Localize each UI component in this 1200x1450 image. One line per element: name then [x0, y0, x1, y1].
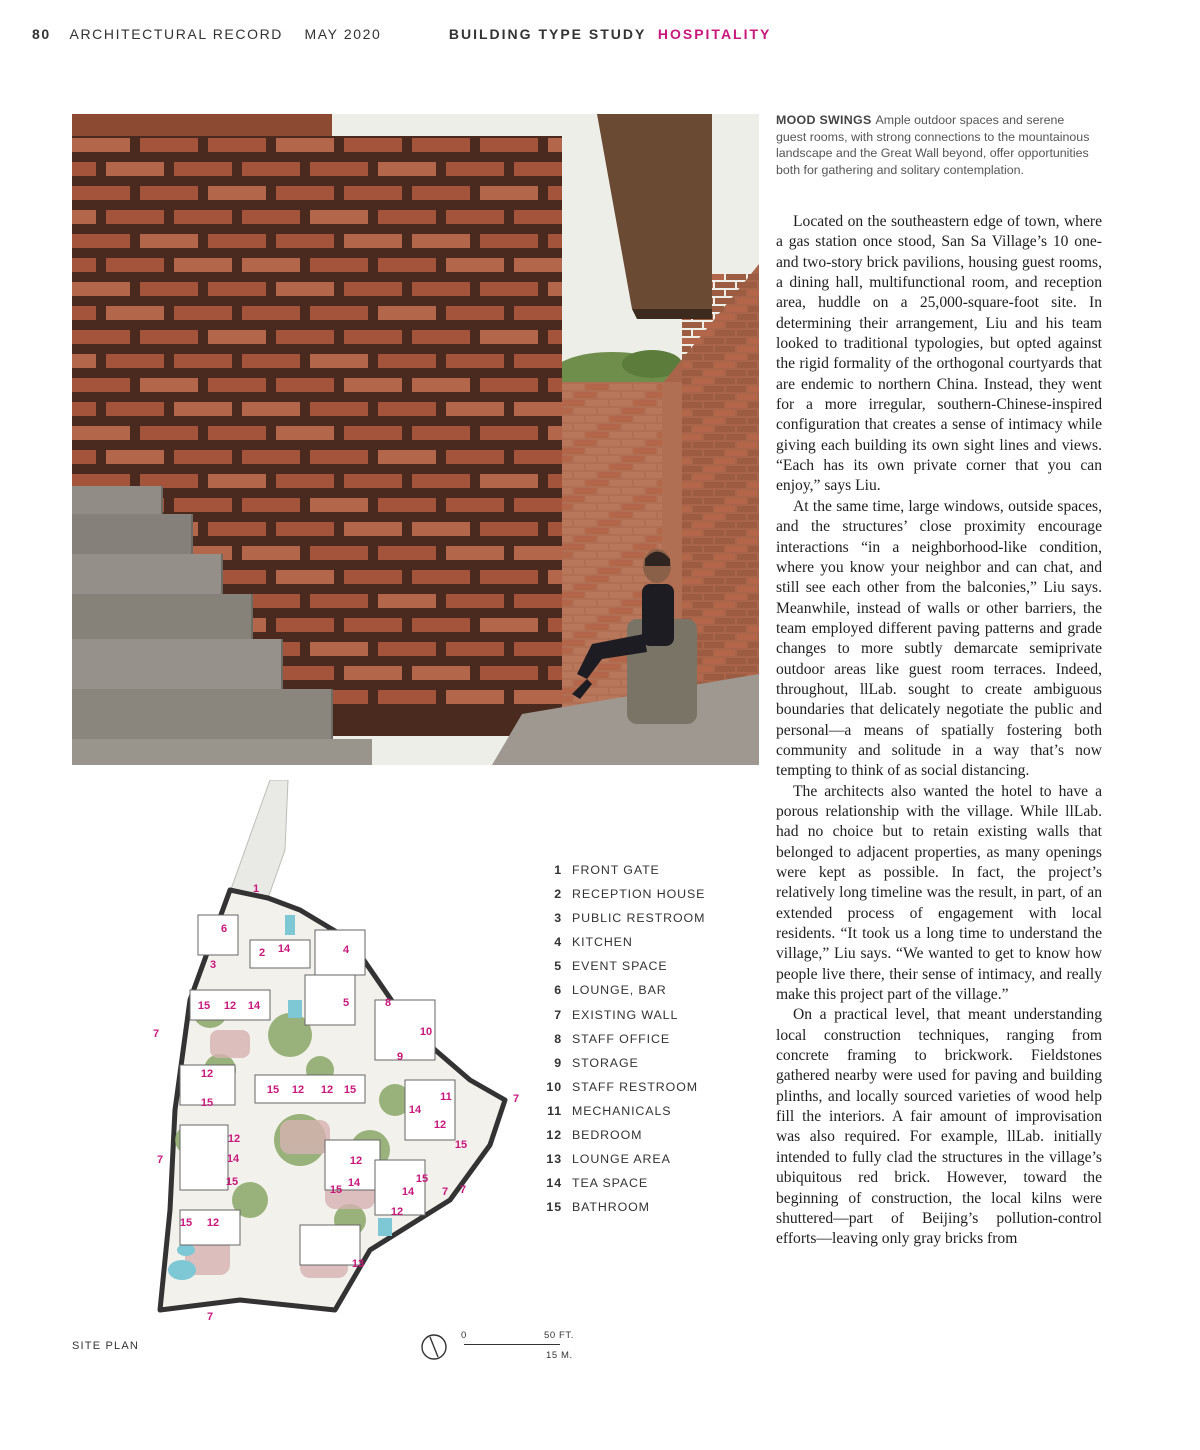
plan-callout: 14 — [347, 1177, 361, 1189]
plan-callout: 12 — [200, 1068, 214, 1080]
plan-callout: 14 — [408, 1104, 422, 1116]
legend-label: LOUNGE AREA — [572, 1152, 671, 1167]
plan-callout: 3 — [209, 959, 217, 971]
issue-date: MAY 2020 — [304, 26, 382, 42]
legend-number: 12 — [546, 1128, 562, 1143]
plan-callout: 14 — [401, 1186, 415, 1198]
legend-number: 11 — [547, 1103, 562, 1118]
legend-number: 2 — [554, 887, 562, 902]
scale-meters: 15 M. — [546, 1350, 573, 1361]
legend-number: 14 — [546, 1176, 562, 1191]
plan-callout: 15 — [200, 1097, 214, 1109]
body-paragraph: The architects also wanted the hotel to have a porous relationship with the village. While llLab. had no choice but to retain existing walls that belonged to adjacent properties, as many openings were kept as possible. In fact, the project’s relatively long timeline was the result, in part, of an extended process of engagement with local residents. “It took us a long time to understand the village,” Liu says. “We wanted to get to know how people live there, their sense of intimacy, and really make this project part of the village.” — [776, 782, 1102, 1004]
legend-item — [546, 1027, 705, 1051]
plan-callout: 7 — [441, 1186, 449, 1198]
legend-label: FRONT GATE — [572, 863, 660, 877]
plan-callout: 14 — [226, 1153, 240, 1165]
legend-item — [546, 1099, 705, 1123]
legend-item — [546, 1003, 705, 1027]
plan-callout: 12 — [227, 1133, 241, 1145]
legend-number: 3 — [554, 911, 562, 926]
plan-callout: 14 — [277, 943, 291, 955]
plan-callout: 6 — [220, 923, 228, 935]
legend-label: TEA SPACE — [572, 1176, 649, 1191]
plan-callout: 7 — [152, 1028, 160, 1040]
site-plan-label: SITE PLAN — [72, 1340, 140, 1352]
legend-number: 15 — [546, 1200, 562, 1215]
scale-line — [464, 1344, 560, 1345]
plan-callout: 15 — [343, 1084, 357, 1096]
site-plan-drawing — [150, 780, 530, 1330]
plan-callout: 8 — [384, 997, 392, 1009]
plan-callout: 12 — [433, 1119, 447, 1131]
plan-callout: 15 — [415, 1173, 429, 1185]
body-paragraph: Located on the southeastern edge of town, where a gas station once stood, San Sa Village’s 10 one- and two-story brick pavilions, housing guest rooms, a dining hall, multifunctional room, and reception area, huddle on a 25,000-square-foot site. In determining their arrangement, Liu and his team looked to traditional typologies, but opted against the rigid formality of the orthogonal courtyards that are endemic to northern China. Instead, they went for a more irregular, southern-Chinese-inspired configuration that creates a sense of intimacy while giving each building its own sight lines and views. “Each has its own private corner that you can enjoy,” says Liu. — [776, 213, 1102, 495]
legend-number: 1 — [554, 863, 562, 877]
publication-name: ARCHITECTURAL RECORD — [69, 26, 283, 42]
plan-callout: 12 — [291, 1084, 305, 1096]
legend-item — [546, 930, 705, 954]
legend-item — [546, 1051, 705, 1075]
plan-callout: 9 — [396, 1051, 404, 1063]
plan-callout: 7 — [459, 1184, 467, 1196]
legend-number: 13 — [546, 1152, 562, 1167]
legend-item — [546, 1123, 705, 1147]
plan-callout: 4 — [342, 944, 350, 956]
legend-item — [546, 1195, 705, 1219]
article-body — [776, 212, 1102, 1250]
legend-label: KITCHEN — [572, 935, 633, 950]
north-arrow-icon — [420, 1333, 448, 1361]
legend-label: EXISTING WALL — [572, 1007, 679, 1022]
legend-label: BATHROOM — [572, 1200, 650, 1215]
scale-zero: 0 — [461, 1330, 467, 1341]
caption-kicker: MOOD SWINGS — [776, 113, 872, 127]
legend-item — [546, 858, 705, 882]
plan-callout: 7 — [206, 1311, 214, 1323]
plan-callout: 13 — [351, 1258, 365, 1270]
legend-item — [546, 906, 705, 930]
site-plan-legend — [546, 858, 705, 1219]
plan-callout: 15 — [197, 1000, 211, 1012]
scale-feet: 50 FT. — [544, 1330, 574, 1341]
photo-caption — [776, 112, 1096, 178]
legend-label: RECEPTION HOUSE — [572, 887, 706, 902]
plan-callout: 12 — [320, 1084, 334, 1096]
plan-callout: 2 — [258, 947, 266, 959]
legend-label: STAFF RESTROOM — [572, 1079, 698, 1094]
plan-callout: 12 — [349, 1155, 363, 1167]
plan-callout: 12 — [223, 1000, 237, 1012]
legend-number: 8 — [554, 1031, 562, 1046]
scale-bar — [458, 1330, 588, 1366]
plan-callout: 10 — [419, 1026, 433, 1038]
running-header — [32, 26, 771, 42]
legend-item — [546, 882, 705, 906]
plan-callout: 12 — [206, 1217, 220, 1229]
plan-callout: 12 — [390, 1206, 404, 1218]
legend-label: MECHANICALS — [572, 1103, 672, 1118]
legend-number: 4 — [554, 935, 562, 950]
plan-callout: 15 — [454, 1139, 468, 1151]
legend-label: EVENT SPACE — [572, 959, 668, 974]
legend-item — [546, 1075, 705, 1099]
legend-number: 7 — [554, 1007, 562, 1022]
section-accent: HOSPITALITY — [657, 26, 772, 42]
plan-callout: 15 — [329, 1184, 343, 1196]
plan-callout: 1 — [252, 883, 260, 895]
legend-number: 9 — [554, 1055, 562, 1070]
plan-callout: 7 — [512, 1093, 520, 1105]
legend-number: 5 — [554, 959, 562, 974]
legend-label: PUBLIC RESTROOM — [572, 911, 706, 926]
plan-callout: 14 — [247, 1000, 261, 1012]
plan-callout: 7 — [156, 1154, 164, 1166]
plan-callout: 15 — [179, 1217, 193, 1229]
legend-item — [546, 1147, 705, 1171]
legend-number: 6 — [554, 983, 562, 998]
body-paragraph: At the same time, large windows, outside spaces, and the structures’ close proximity encourage interactions “in a neighborhood-like condition, where you know your neighbor and can chat, and still see each other from the balconies,” Liu says. Meanwhile, instead of walls or other barriers, the team employed different paving patterns and grade changes to more subtly demarcate semiprivate outdoor areas like guest room terraces. Indeed, throughout, llLab. sought to create ambiguous boundaries that delicately negotiate the public and personal—a means of spatially fostering both community and solitude in a way that’s now tempting to think of as social distancing. — [776, 497, 1102, 780]
plan-callout: 15 — [266, 1084, 280, 1096]
legend-item — [546, 1171, 705, 1195]
legend-label: STORAGE — [572, 1055, 639, 1070]
plan-callout: 11 — [440, 1091, 452, 1103]
legend-item — [546, 954, 705, 978]
legend-item — [546, 978, 705, 1002]
legend-number: 10 — [546, 1079, 562, 1094]
brick-wall-photo — [72, 114, 759, 765]
legend-label: LOUNGE, BAR — [572, 983, 667, 998]
legend-label: BEDROOM — [572, 1128, 643, 1143]
body-paragraph: On a practical level, that meant understanding local construction techniques, ranging from concrete framing to brickwork. Fieldstones gathered nearby were used for paving and building plinths, and locally sourced varieties of wood help fill the interiors. A fair amount of improvisation was also required. For example, llLab. initially intended to fully clad the structures in the village’s ubiquitous red brick. However, toward the beginning of construction, the local kilns were shuttered—part of Beijing’s pollution-control efforts—leaving only gray bricks from — [776, 1006, 1102, 1248]
legend-label: STAFF OFFICE — [572, 1031, 670, 1046]
section-title: BUILDING TYPE STUDY — [448, 26, 647, 42]
plan-callout: 5 — [342, 997, 350, 1009]
caption-text: Ample outdoor spaces and serene guest rooms, with strong connections to the mountainous landscape and the Great Wall beyond, offer opportunities both for gathering and solitary contemplation. — [776, 113, 1090, 177]
plan-callout: 15 — [225, 1176, 239, 1188]
page-number: 80 — [32, 26, 51, 42]
